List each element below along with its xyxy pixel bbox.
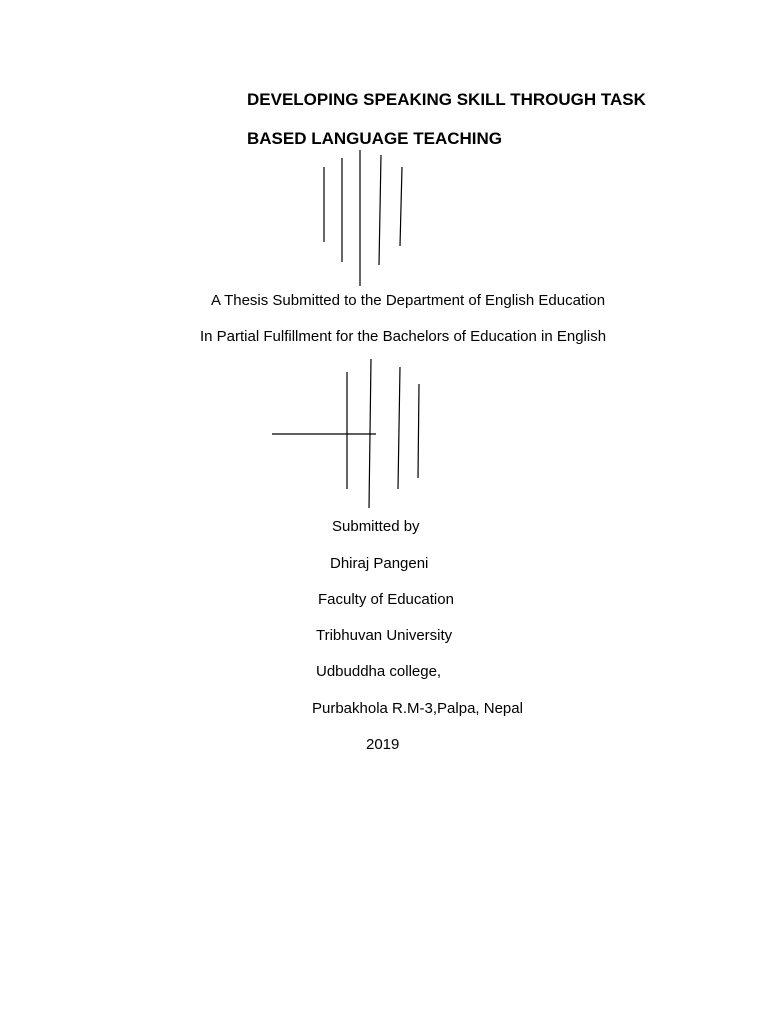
university-name: Tribhuvan University xyxy=(316,627,453,644)
decorative-vertical-line xyxy=(398,367,400,489)
college-address: Purbakhola R.M-3,Palpa, Nepal xyxy=(312,700,523,717)
faculty-name: Faculty of Education xyxy=(318,591,454,608)
author-name: Dhiraj Pangeni xyxy=(330,555,429,572)
decorative-vertical-line xyxy=(379,155,381,265)
college-name: Udbuddha college, xyxy=(316,663,442,680)
decorative-vertical-line xyxy=(369,359,371,508)
decorative-vertical-line xyxy=(418,384,419,478)
title-line-1: DEVELOPING SPEAKING SKILL THROUGH TASK xyxy=(247,90,646,109)
submission-year: 2019 xyxy=(366,736,400,753)
thesis-statement-line-2: In Partial Fulfillment for the Bachelors of Education in English xyxy=(200,328,607,345)
thesis-statement-line-1: A Thesis Submitted to the Department of English Education xyxy=(211,292,606,309)
decorative-vertical-line xyxy=(400,167,402,246)
submitted-by-label: Submitted by xyxy=(332,518,420,535)
title-line-2: BASED LANGUAGE TEACHING xyxy=(247,129,503,148)
